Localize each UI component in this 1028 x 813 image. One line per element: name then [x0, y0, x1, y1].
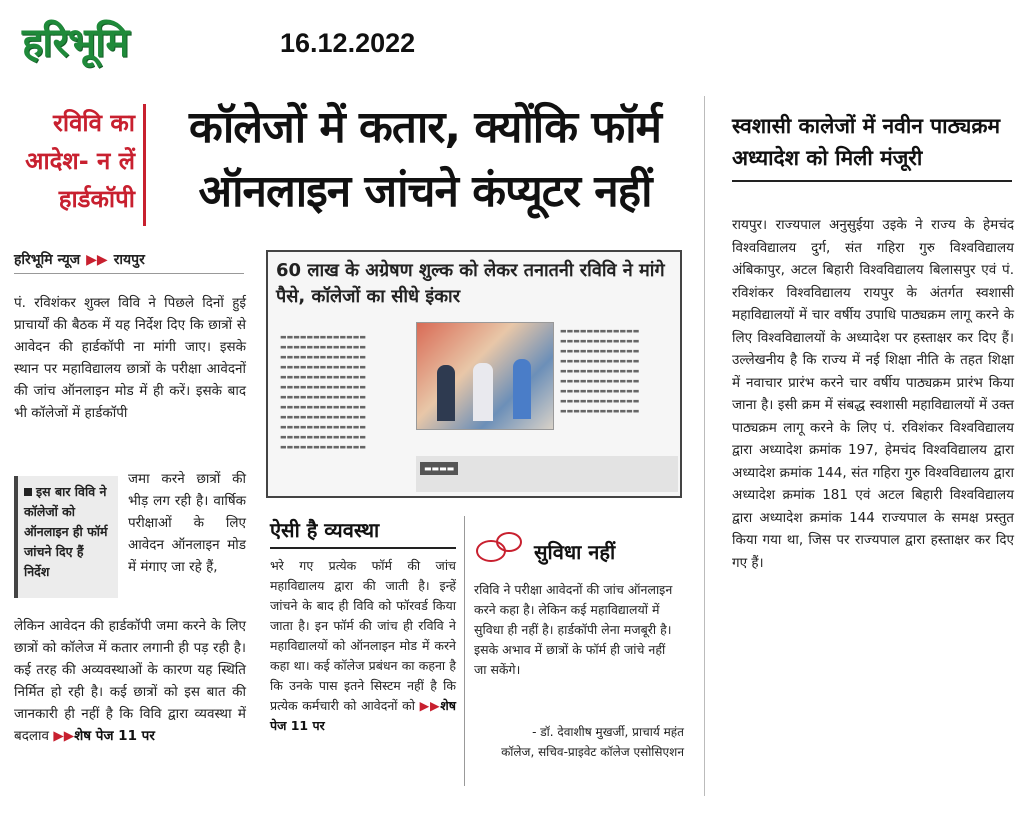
right-story-headline: स्वशासी कालेजों में नवीन पाठ्यक्रम अध्यादेश को मिली मंजूरी — [732, 110, 1012, 182]
inset-text-block: ▬▬▬▬▬▬▬▬▬▬▬▬▬ ▬▬▬▬▬▬▬▬▬▬▬▬▬ ▬▬▬▬▬▬▬▬▬▬▬▬▬ ▬▬▬▬▬▬▬▬▬▬▬▬▬ ▬▬▬▬▬▬▬▬▬▬▬▬▬ ▬▬▬▬▬▬▬▬▬▬▬▬▬ ▬▬▬▬▬▬▬▬▬▬▬▬▬ ▬▬▬▬▬▬▬▬▬▬▬▬▬ ▬▬▬▬▬▬▬▬▬▬▬▬▬ ▬▬▬▬▬▬▬▬▬▬▬▬▬ ▬▬▬▬▬▬▬▬▬▬▬▬▬ ▬▬▬▬▬▬▬▬▬▬▬▬▬ — [280, 333, 366, 451]
continued-text: शेष पेज 11 पर — [270, 698, 456, 733]
right-story-body: रायपुर। राज्यपाल अनुसुईया उइके ने राज्य के हेमचंद विश्वविद्यालय दुर्ग, संत गहिरा गुरु विश्वविद्यालय अंबिकापुर, अटल बिहारी विश्वविद्यालय बिलासपुर एवं पं. रविशंकर विश्वविद्यालय रायपुर के अंतर्गत स्वशासी महाविद्यालयों में चार वर्षीय उपाधि पाठ्यक्रम लागू करने के लिए विश्वविद्यालयों के अध्यादेश पर हस्ताक्षर कर दिए हैं। उल्लेखनीय है कि राज्य में नई शिक्षा नीति के तहत शिक्षा में नवाचार प्रारंभ करने चार वर्षीय पाठ्यक्रम प्रारंभ किया जाना है। इसी क्रम में संबद्ध स्वशासी महाविद्यालयों में उक्त पाठ्यक्रम लागू करने के लिए पं. रविशंकर विश्वविद्यालय द्वारा अध्यादेश क्रमांक 197, हेमचंद विश्वविद्यालय द्वारा अध्यादेश क्रमांक 144, संत गहिरा गुरु विश्वविद्यालय द्वारा अध्यादेश क्रमांक 181 एवं अटल बिहारी विश्वविद्यालय द्वारा अध्यादेश क्रमांक 144 राज्यपाल के समक्ष प्रस्तुत किया गया था, जिस पर राज्यपाल द्वारा हस्ताक्षर कर दिए गए हैं। — [732, 217, 1014, 571]
column-divider — [704, 96, 705, 796]
arrows-icon: ▶▶ — [419, 698, 441, 713]
main-story-part2: जमा करने छात्रों की भीड़ लग रही है। वार्षिक परीक्षाओं के लिए आवेदन ऑनलाइन मोड में मंगाए जा रहे हैं, — [128, 471, 246, 575]
inset-footer — [416, 456, 678, 492]
masthead — [22, 14, 128, 66]
column-divider — [464, 516, 465, 786]
byline-source: हरिभूमि न्यूज — [14, 252, 81, 268]
continued-link — [53, 728, 155, 744]
system-box-title: ऐसी है व्यवस्था — [270, 516, 456, 549]
arrows-icon: ▶▶ — [86, 252, 108, 268]
bullet-square-icon — [24, 488, 32, 496]
system-box-text: भरे गए प्रत्येक फॉर्म की जांच महाविद्यालय द्वारा की जाती है। इन्हें जांचने के बाद ही विवि को फॉरवर्ड किया जाता है। इन फॉर्म की जांच ही रविवि ने महाविद्यालयों को ऑनलाइन मोड में करने कहा था। कई कॉलेज प्रबंधन का कहना है कि उनके पास इतने सिस्टम नहीं है कि प्रत्येक कर्मचारी को आवेदनों को — [270, 558, 456, 713]
system-box-body — [270, 556, 456, 736]
person-figure — [513, 359, 531, 419]
quote-attribution: - डॉ. देवाशीष मुखर्जी, प्राचार्य महंत कॉलेज, सचिव-प्राइवेट कॉलेज एसोसिएशन — [501, 725, 684, 759]
inset-footer-tag: ▬▬▬▬ — [420, 462, 458, 475]
inset-headline: 60 लाख के अग्रेषण शुल्क को लेकर तनातनी रविवि ने मांगे पैसे, कॉलेजों का सीधे इंकार — [276, 260, 665, 307]
inset-side-text: ▬▬▬▬▬▬▬▬▬▬▬▬ ▬▬▬▬▬▬▬▬▬▬▬▬ ▬▬▬▬▬▬▬▬▬▬▬▬ ▬▬▬▬▬▬▬▬▬▬▬▬ ▬▬▬▬▬▬▬▬▬▬▬▬ ▬▬▬▬▬▬▬▬▬▬▬▬ ▬▬▬▬▬▬▬▬▬▬▬▬ ▬▬▬▬▬▬▬▬▬▬▬▬ ▬▬▬▬▬▬▬▬▬▬▬▬ — [560, 327, 640, 415]
facility-box-body: रविवि ने परीक्षा आवेदनों की जांच ऑनलाइन करने कहा है। लेकिन कई महाविद्यालयों में सुविधा ही नहीं है। हार्डकॉपी लेना मजबूरी है। इसके अभाव में छात्रों के फॉर्म ही जांचे नहीं जा सकेंगे। — [474, 582, 673, 677]
continued-text: शेष पेज 11 पर — [74, 728, 155, 744]
speech-bubble-icon — [474, 530, 526, 572]
byline-city: रायपुर — [113, 252, 145, 268]
main-headline: कॉलेजों में कतार, क्योंकि फॉर्म ऑनलाइन जांचने कंप्यूटर नहीं — [189, 102, 661, 217]
main-story-part1: पं. रविशंकर शुक्ल विवि ने पिछले दिनों हुई प्राचार्यों की बैठक में यह निर्देश दिए कि छात्रों से आवेदन की हार्डकॉपी ना मांगी जाए। इसके स्थान पर महाविद्यालय छात्रों के परीक्षा आवेदनों की जांच ऑनलाइन मोड में ही करें। इसके बाद भी कॉलेजों में हार्डकॉपी — [14, 295, 246, 421]
inset-photo — [416, 322, 554, 430]
publication-date: 16.12.2022 — [280, 28, 416, 58]
main-story-part3 — [14, 615, 246, 747]
newspaper-logo: हरिभूमि — [22, 19, 129, 66]
arrows-icon: ▶▶ — [53, 728, 75, 744]
main-story-part3-text: लेकिन आवेदन की हार्डकॉपी जमा करने के लिए छात्रों को कॉलेज में कतार लगानी ही पड़ रही है। कई तरह की अव्यवस्थाओं के कारण यह स्थिति निर्मित हो रही है। कई छात्रों को इस बात की जानकारी ही नहीं है कि विवि द्वारा व्यवस्था में बदलाव — [14, 618, 246, 744]
facility-box-title: सुविधा नहीं — [534, 539, 616, 564]
facility-box-header — [474, 526, 684, 576]
byline — [14, 250, 244, 274]
inset-article — [266, 250, 682, 498]
person-figure — [437, 365, 455, 421]
highlight-box — [14, 476, 118, 598]
highlight-text: इस बार विवि ने कॉलेजों को ऑनलाइन ही फॉर्म जांचने दिए हैं निर्देश — [24, 484, 108, 579]
story-tag: रविवि का आदेश- न लें हार्डकॉपी — [14, 104, 146, 226]
person-figure — [473, 363, 493, 421]
